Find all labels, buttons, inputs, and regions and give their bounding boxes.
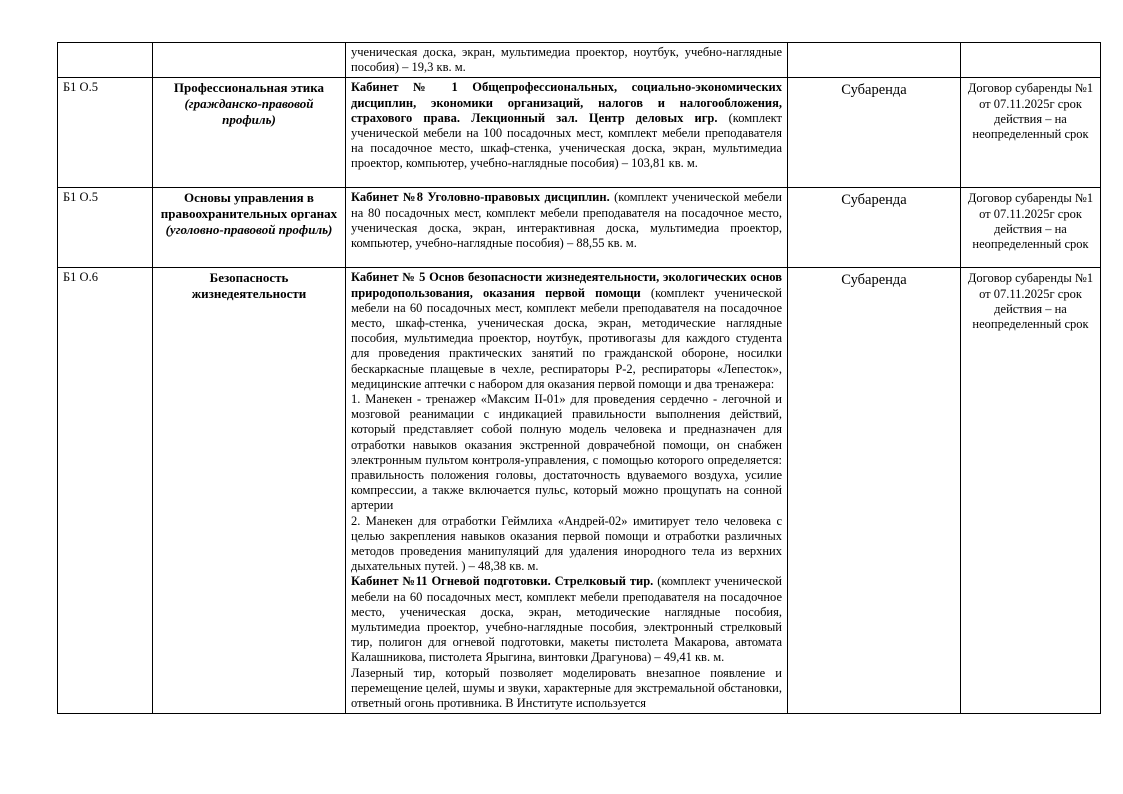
facility-cell	[346, 78, 788, 188]
facility-text: Кабинет № 1 Общепрофессиональных, социально-экономических дисциплин, экономики организаций, налогов и налогообложения, страхового права. Лекционный зал. Центр деловых игр.	[351, 80, 782, 125]
facility-text: Кабинет № 5 Основ безопасности жизнедеятельности, экологических основ природопользования, оказания первой помощи	[351, 270, 782, 300]
discipline-text: (гражданско-правовой профиль)	[184, 96, 314, 127]
discipline-text: (уголовно-правовой профиль)	[165, 221, 333, 237]
discipline-text: Безопасность жизнедеятельности	[191, 270, 307, 301]
table-row	[58, 78, 1101, 188]
ownership-cell	[788, 43, 961, 78]
facility-cell	[346, 268, 788, 714]
discipline-text: Основы управления в правоохранительных органах	[160, 190, 338, 221]
facility-paragraph	[351, 45, 782, 75]
facility-text: Лазерный тир, который позволяет моделировать внезапное появление и перемещение целей, шумы и звуки, характерные для экстремальной обстановки, ответный огонь противника. В Институте используется	[351, 665, 782, 711]
facility-text: (комплект ученической мебели на 60 посадочных мест, комплект мебели преподавателя на посадочное место, ученическая доска, экран, методические наглядные пособия, мультимедиа проектор, учебно-наглядные пособия, электронный стрелковый тир, полигон для огневой подготовки, макеты пистолета Макарова, автомата Калашникова, пистолета Ярыгина, винтовки Драгунова) – 49,41 кв. м.	[351, 574, 782, 665]
table-row	[58, 268, 1101, 714]
table-body	[58, 43, 1101, 714]
contract-cell: Договор субаренды №1 от 07.11.2025г срок действия – на неопределенный срок	[961, 188, 1101, 268]
code-cell	[58, 43, 153, 78]
table-row	[58, 43, 1101, 78]
facility-paragraph	[351, 190, 782, 251]
facility-text: Кабинет №8 Уголовно-правовых дисциплин.	[351, 190, 610, 205]
code-cell: Б1 О.5	[58, 78, 153, 188]
facility-paragraph	[351, 666, 782, 712]
ownership-cell: Субаренда	[788, 188, 961, 268]
discipline-cell	[153, 78, 346, 188]
table-row	[58, 188, 1101, 268]
ownership-cell: Субаренда	[788, 268, 961, 714]
facility-text: (комплект ученической мебели на 80 посадочных мест, комплект мебели преподавателя на посадочное место, ученическая доска, экран, интерактивная доска, мультимедиа проектор, компьютер, учебно-наглядные пособия) – 88,55 кв. м.	[351, 190, 782, 251]
discipline-text: Профессиональная этика	[173, 80, 325, 96]
facility-cell	[346, 43, 788, 78]
facility-paragraph	[351, 270, 782, 392]
contract-cell	[961, 43, 1101, 78]
discipline-cell	[153, 268, 346, 714]
facility-text: (комплект ученической мебели на 60 посадочных мест, комплект мебели преподавателя на посадочное место, шкаф-стенка, ученическая доска, экран, методические наглядные пособия, мультимедиа проектор, ноутбук, противогазы для каждого студента для проведения практических занятий по гражданской обороне, носилки бескаркасные плащевые в чехле, респираторы Р-2, респираторы «Лепесток», медицинские аптечки с набором для оказания первой помощи и два тренажера:	[351, 285, 783, 391]
facility-paragraph	[351, 392, 782, 514]
facility-text: 2. Манекен для отработки Геймлиха «Андрей-02» имитирует тело человека с целью закрепления навыков оказания первой помощи и отработки различных методов проведения манипуляций для удаления инородного тела из верхних дыхательных путей. ) – 48,38 кв. м.	[351, 513, 782, 574]
ownership-cell: Субаренда	[788, 78, 961, 188]
facility-text: Кабинет №11 Огневой подготовки. Стрелковый тир.	[351, 574, 654, 589]
facility-cell	[346, 188, 788, 268]
facility-text: (комплект ученической мебели на 100 посадочных мест, комплект мебели преподавателя на посадочное место, шкаф-стенка, ученическая доска, экран, мультимедиа проектор, компьютер, учебно-наглядные пособия) – 103,81 кв. м.	[351, 110, 783, 171]
facility-paragraph	[351, 574, 782, 665]
contract-cell: Договор субаренды №1 от 07.11.2025г срок действия – на неопределенный срок	[961, 268, 1101, 714]
discipline-cell	[153, 43, 346, 78]
facilities-table	[57, 42, 1101, 714]
facility-paragraph	[351, 80, 782, 171]
facility-text: 1. Манекен - тренажер «Максим II-01» для проведения сердечно - легочной и мозговой реанимации с индикацией правильности выполнения действий, который представляет собой полную модель человека и предназначен для отработки навыков оказания экстренной доврачебной помощи, он снабжен электронным пультом контроля-управления, с помощью которого определяется: правильность положения головы, достаточность вдуваемого воздуха, усилие компрессии, а также включается пульс, который можно прощупать на сонной артерии	[351, 392, 782, 513]
code-cell: Б1 О.6	[58, 268, 153, 714]
facility-paragraph	[351, 514, 782, 575]
discipline-cell	[153, 188, 346, 268]
code-cell: Б1 О.5	[58, 188, 153, 268]
contract-cell: Договор субаренды №1 от 07.11.2025г срок действия – на неопределенный срок	[961, 78, 1101, 188]
facility-text: ученическая доска, экран, мультимедиа проектор, ноутбук, учебно-наглядные пособия) – 19,3 кв. м.	[351, 45, 782, 75]
